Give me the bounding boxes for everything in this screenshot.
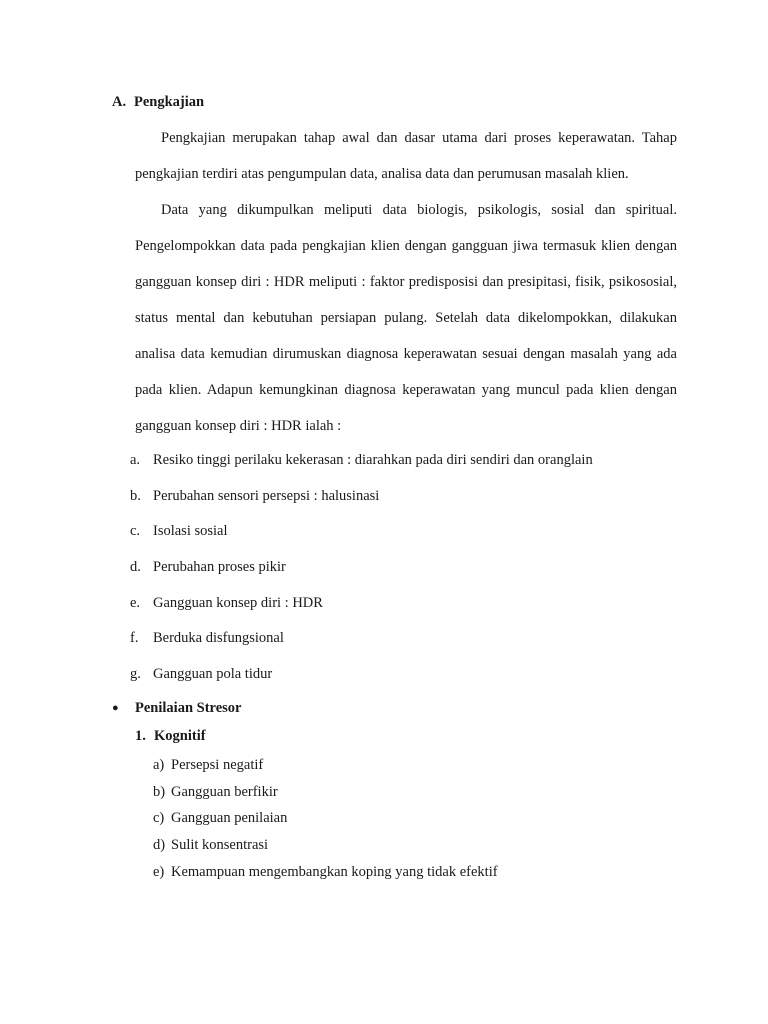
list-item [153,782,498,809]
list-item [130,585,593,621]
list-marker: b) [153,783,166,800]
bullet-icon: ● [112,702,119,714]
list-item [153,755,498,782]
list-item-text: Kemampuan mengembangkan koping yang tidak efektif [171,863,498,880]
list-item [130,549,593,585]
cognitive-list [153,755,498,888]
list-marker: d) [153,837,166,854]
list-item-text: Perubahan proses pikir [153,559,286,576]
list-marker: c. [130,523,141,540]
section-letter: A. [112,94,127,110]
list-marker: c) [153,810,165,827]
section-heading [112,94,204,111]
list-item-text: Gangguan konsep diri : HDR [153,594,323,611]
list-marker: g. [130,666,141,683]
section-title: Pengkajian [134,94,205,110]
stressor-heading [112,700,241,717]
list-item-text: Resiko tinggi perilaku kekerasan : diarahkan pada diri sendiri dan oranglain [153,452,593,468]
paragraph-data: Data yang dikumpulkan meliputi data biologis, psikologis, sosial dan spiritual. Pengelompokkan data pada pengkajian klien dengan gangguan jiwa termasuk klien dengan gangguan konsep diri : HDR meliputi : faktor predisposisi dan presipitasi, fisik, psikososial, status mental dan kebutuhan persiapan pulang. Setelah data dikelompokkan, dilakukan analisa data kemudian dirumuskan diagnosa keperawatan sesuai dengan masalah yang ada pada klien. Adapun kemungkinan diagnosa keperawatan yang muncul pada klien dengan gangguan konsep diri : HDR ialah : [135,202,677,434]
list-marker: e) [153,863,165,880]
list-item [153,862,498,889]
list-item-text: Perubahan sensori persepsi : halusinasi [153,487,380,504]
list-item [130,513,593,549]
stressor-title: Penilaian Stresor [135,700,242,716]
list-item [130,656,593,692]
list-marker: f. [130,630,139,647]
cognitive-heading [135,728,206,745]
diagnosis-list [130,442,593,692]
list-marker: d. [130,559,141,576]
list-item-text: Isolasi sosial [153,523,228,540]
list-marker: e. [130,594,141,611]
list-item-text: Gangguan penilaian [171,810,288,827]
list-marker: a. [130,452,141,468]
list-item [130,478,593,514]
list-item [130,620,593,656]
list-item [153,808,498,835]
paragraph-intro: Pengkajian merupakan tahap awal dan dasar utama dari proses keperawatan. Tahap pengkajian terdiri atas pengumpulan data, analisa data dan perumusan masalah klien. [135,130,677,182]
list-marker: b. [130,487,141,504]
list-item-text: Gangguan pola tidur [153,666,273,683]
subsection-number: 1. [135,728,146,744]
list-item-text: Sulit konsentrasi [171,837,269,854]
list-item-text: Berduka disfungsional [153,630,284,647]
list-item [130,442,593,478]
list-item-text: Gangguan berfikir [171,783,278,800]
list-marker: a) [153,757,165,773]
list-item-text: Persepsi negatif [171,757,264,773]
list-item [153,835,498,862]
subsection-title: Kognitif [154,728,206,744]
